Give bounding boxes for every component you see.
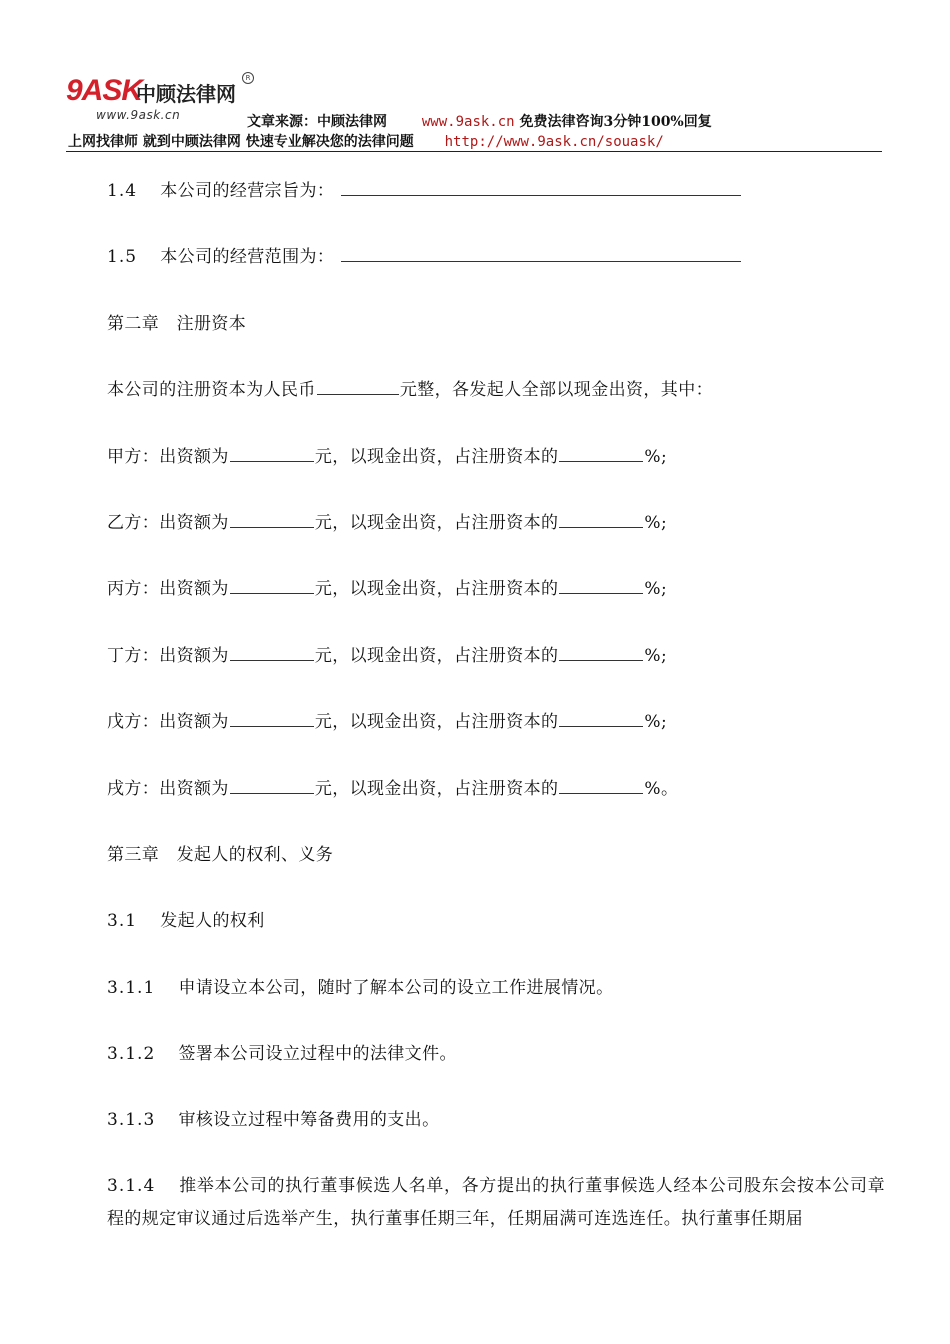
capital-statement	[107, 373, 887, 439]
logo-title: 中顾法律网	[136, 82, 236, 106]
registered-mark-icon: R	[242, 72, 254, 84]
clause-text: 发起人的权利	[160, 911, 265, 932]
clause-text: 本公司的经营宗旨为：	[160, 181, 335, 201]
fill-in-blank	[559, 706, 643, 727]
clause-number: 3.1.4	[107, 1175, 156, 1196]
clause-text: 推举本公司的执行董事候选人名单，各方提出的执行董事候选人经本公司股东会按本公司章程的规定审议通过后选举产生，执行董事任期三年，任期届满可连选连任。执行董事任期届	[107, 1175, 885, 1229]
slogan-line	[68, 131, 664, 151]
source-line	[247, 111, 712, 131]
party-text: 元，以现金出资，占注册资本的	[314, 645, 559, 666]
fill-in-blank	[230, 441, 314, 462]
capital-text-a: 本公司的注册资本为人民币	[107, 380, 316, 401]
party-row	[107, 440, 887, 506]
clause-text: 申请设立本公司，随时了解本公司的设立工作进展情况。	[178, 977, 614, 998]
party-name: 甲方：出资额为	[107, 446, 229, 467]
party-row	[107, 772, 887, 838]
clause-1-5	[107, 240, 887, 306]
fill-in-blank	[230, 640, 314, 661]
party-row	[107, 506, 887, 572]
document-body	[107, 174, 887, 1236]
fill-in-blank	[230, 573, 314, 594]
party-text: 元，以现金出资，占注册资本的	[314, 579, 559, 600]
fill-in-blank	[559, 640, 643, 661]
capital-text-b: 元整，各发起人全部以现金出资，其中：	[399, 380, 714, 401]
party-row	[107, 705, 887, 771]
chapter-2-heading: 第二章 注册资本	[107, 313, 247, 334]
party-text: 元，以现金出资，占注册资本的	[314, 712, 559, 733]
clause-text: 本公司的经营范围为：	[160, 247, 335, 268]
clause-number: 3.1.1	[107, 977, 156, 998]
fill-in-blank	[230, 706, 314, 727]
source-label: 文章来源：中顾法律网	[247, 114, 387, 130]
clause-3-1-4	[107, 1170, 885, 1236]
party-name: 丙方：出资额为	[107, 579, 229, 600]
clause-3-1-2	[107, 1037, 887, 1103]
party-row	[107, 639, 887, 705]
party-name: 丁方：出资额为	[107, 645, 229, 666]
slogan-text: 上网找律师 就到中顾法律网 快速专业解决您的法律问题	[68, 134, 414, 150]
clause-number: 1.5	[107, 247, 138, 268]
clause-1-4	[107, 174, 887, 240]
source-link[interactable]: www.9ask.cn	[421, 114, 515, 130]
fill-in-blank	[559, 773, 643, 794]
clause-text: 签署本公司设立过程中的法律文件。	[178, 1044, 457, 1065]
fill-in-blank	[230, 507, 314, 528]
fill-in-blank	[341, 241, 741, 262]
clause-number: 3.1.3	[107, 1110, 156, 1131]
logo-url: www.9ask.cn	[96, 108, 181, 122]
chapter-3-heading: 第三章 发起人的权利、义务	[107, 844, 334, 865]
party-name: 乙方：出资额为	[107, 512, 229, 533]
party-end: %;	[644, 712, 668, 733]
fill-in-blank	[559, 441, 643, 462]
party-end: %;	[644, 579, 668, 600]
clause-number: 1.4	[107, 181, 138, 201]
clause-3-1-3	[107, 1103, 887, 1169]
party-end: %;	[644, 446, 668, 467]
party-row	[107, 572, 887, 638]
party-end: %;	[644, 645, 668, 666]
party-end: %;	[644, 512, 668, 533]
header-divider	[66, 151, 882, 152]
party-text: 元，以现金出资，占注册资本的	[314, 512, 559, 533]
page-header	[0, 0, 950, 160]
fill-in-blank	[559, 573, 643, 594]
party-name: 戌方：出资额为	[107, 778, 229, 799]
slogan-link[interactable]: http://www.9ask.cn/souask/	[444, 134, 664, 150]
party-end: %。	[644, 778, 679, 799]
fill-in-blank	[341, 175, 741, 196]
party-text: 元，以现金出资，占注册资本的	[314, 778, 559, 799]
party-text: 元，以现金出资，占注册资本的	[314, 446, 559, 467]
logo-mark: 9ASK	[66, 74, 143, 107]
clause-number: 3.1.2	[107, 1044, 156, 1065]
site-logo[interactable]	[66, 74, 266, 124]
clause-number: 3.1	[107, 911, 138, 932]
fill-in-blank	[559, 507, 643, 528]
clause-3-1-1	[107, 971, 887, 1037]
source-tail: 免费法律咨询3分钟100%回复	[519, 114, 712, 130]
fill-in-blank	[317, 374, 399, 395]
fill-in-blank	[230, 773, 314, 794]
party-name: 戊方：出资额为	[107, 712, 229, 733]
clause-3-1	[107, 904, 887, 970]
clause-text: 审核设立过程中筹备费用的支出。	[178, 1110, 440, 1131]
